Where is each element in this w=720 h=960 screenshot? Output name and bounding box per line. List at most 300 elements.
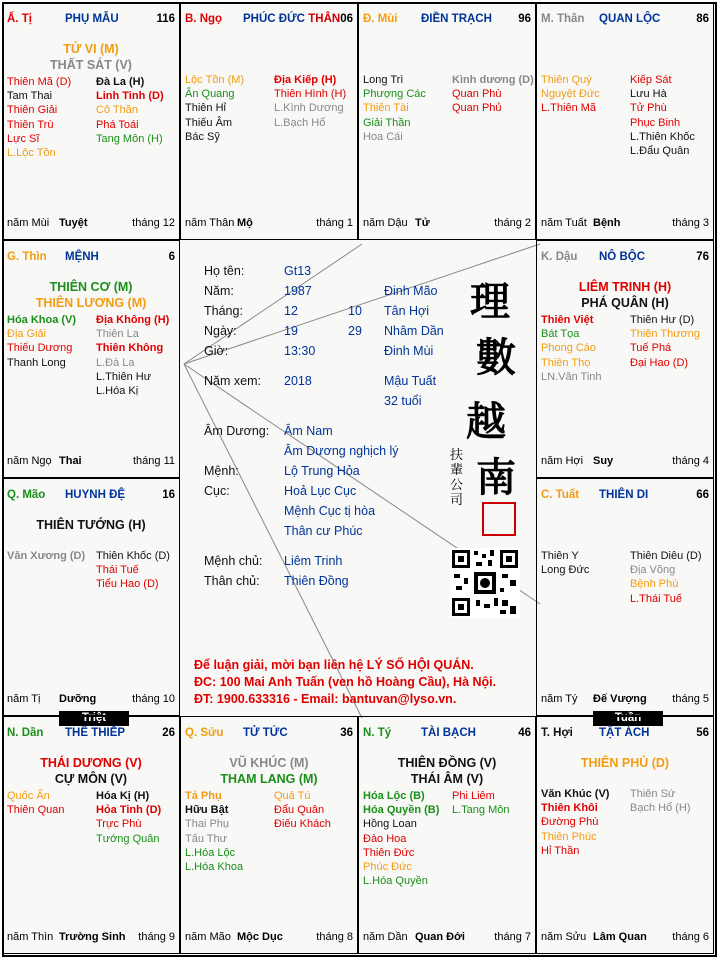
palace-name: THÊ THIẾP [65,727,126,739]
major-star: PHÁ QUÂN (H) [581,296,669,310]
ngay-can: Nhâm Dần [384,324,444,338]
palace-footer [7,931,175,945]
minor-star: Hóa Lộc (B) [363,790,425,802]
palace-number-group [518,727,531,739]
palace-stage: Tuyệt [59,217,88,229]
major-star: THẤT SÁT (V) [50,58,132,72]
minor-star: Hóa Quyền (B) [363,804,440,817]
minor-star: Hoa Cái [363,130,403,143]
palace-stage: Tử [415,217,430,229]
palace-year: năm Mùi [7,217,50,229]
palace-number-group [169,251,175,263]
palace-header [363,727,531,743]
minor-star: L.Bạch Hổ [274,116,326,129]
palace-name: TỬ TỨC [243,727,288,739]
palace-dau [536,240,714,478]
palace-header [7,489,175,505]
minor-star: Long Trì [363,74,404,86]
major-stars [359,755,535,787]
palace-month: tháng 2 [494,217,531,229]
palace-name: PHÚC ĐỨC [243,13,305,25]
major-star: THAM LANG (M) [220,772,318,786]
ngay-am: 29 [348,324,362,338]
palace-name: NÔ BỘC [599,251,645,263]
minor-star: Văn Khúc (V) [541,788,610,800]
minor-star: Lưu Hà [630,88,667,101]
palace-branch: G. Thìn [7,251,47,263]
minor-star: L.Thái Tuế [630,592,682,605]
minor-star: Thiên Thương [630,328,701,341]
palace-month: tháng 5 [672,693,709,705]
tuoi: 32 tuổi [384,394,422,408]
palace-footer [363,931,531,945]
nam: 1987 [284,284,312,298]
palace-stage: Bệnh [593,217,621,229]
palace-month: tháng 4 [672,455,709,467]
minor-stars-right [630,549,702,606]
palace-footer [541,455,709,469]
minor-star: Đường Phù [541,816,599,829]
minor-star: Thiên Khôi [541,802,598,815]
palace-footer [185,931,353,945]
palace-number-group [518,13,531,25]
palace-number-group [696,727,709,739]
minor-star: Tam Thai [7,90,53,103]
minor-star: L.Hóa Quyền [363,875,428,888]
minor-star: Thiên La [96,328,139,341]
minor-stars-right [96,549,170,592]
minor-star: Thiên Khốc (D) [96,550,170,562]
gio-label: Giờ: [204,344,229,358]
palace-footer [541,217,709,231]
minor-stars-right [630,313,700,370]
minor-star: Tấu Thư [185,832,228,845]
minor-star: Thiên Mã (D) [7,76,72,88]
palace-tuat [536,478,714,716]
minor-star: Hóa Khoa (V) [7,314,77,326]
minor-star: Kiếp Sát [630,74,672,86]
qr-code-icon [450,548,520,618]
minor-star: Thiếu Âm [185,116,233,129]
major-star: THIÊN PHỦ (D) [580,756,670,770]
major-star: THÁI ÂM (V) [410,772,484,786]
major-star: VŨ KHÚC (M) [229,756,309,770]
calligraphy-char-2: 數 [476,334,516,381]
palace-number: 96 [518,13,531,25]
than-chu: Thiên Đồng [284,574,349,588]
palace-branch: B. Ngọ [185,13,223,25]
palace-month: tháng 3 [672,217,709,229]
palace-name: TÀI BẠCH [421,727,476,739]
major-stars [3,279,179,311]
ho-ten: Gt13 [284,264,312,278]
palace-footer [363,217,531,231]
palace-month: tháng 7 [494,931,531,943]
palace-number: 116 [156,13,175,25]
cuc-2: Mệnh Cục tị hòa [284,504,376,518]
palace-branch: C. Tuất [541,489,580,501]
minor-star: Bạch Hổ (H) [630,802,691,815]
palace-number: 56 [696,727,709,739]
minor-star: Thiên Hình (H) [274,88,347,101]
palace-stage: Mộ [237,217,253,229]
tuan-tag: Tuần [593,711,663,726]
palace-ty [2,2,180,240]
palace-ti [358,716,536,954]
palace-stage: Mộc Dục [237,931,283,943]
minor-star: Tử Phù [630,102,667,115]
palace-stage: Suy [593,455,614,467]
palace-year: năm Tị [7,693,41,705]
minor-star: L.Tang Môn [452,804,510,817]
minor-star: Thiên Việt [541,314,594,326]
minor-star: Bát Tọa [541,328,580,341]
major-stars [181,755,357,787]
minor-star: Phục Binh [630,116,681,129]
calligraphy-char-1: 理 [470,278,510,325]
contact-phone-email: ĐT: 1900.633316 - Email: bantuvan@lyso.vn. [194,692,457,706]
minor-star: Thiên Sứ [630,788,676,800]
palace-footer [7,693,175,707]
palace-number-group [162,489,175,501]
minor-stars-left [185,73,244,144]
palace-header [541,251,709,267]
palace-number-group [340,727,353,739]
minor-star: L.Thiên Mã [541,102,597,115]
minor-star: Thiếu Dương [7,342,73,355]
palace-month: tháng 1 [316,217,353,229]
minor-star: Đại Hao (D) [630,356,689,369]
menh: Lộ Trung Hỏa [284,464,360,478]
palace-stage: Dưỡng [59,693,97,705]
minor-star: Đào Hoa [363,832,407,845]
minor-star: Thiên Quan [7,804,65,817]
minor-stars-right [452,73,534,116]
palace-header [185,13,353,29]
palace-footer [7,217,175,231]
minor-stars-right [274,789,331,832]
palace-year: năm Sửu [541,931,587,943]
minor-star: L.Đà La [96,356,135,369]
minor-star: Phá Toái [96,118,139,131]
contact-line-1: Để luận giải, mời bạn liên hệ LÝ SỐ HỘI QUÁN. [194,658,474,672]
red-seal-icon [482,502,516,536]
minor-star: Hỉ Thần [541,844,580,857]
minor-stars-left [541,313,602,384]
minor-star: Phi Liêm [452,790,495,802]
major-stars [3,517,179,533]
minor-star: L.Lộc Tồn [7,147,56,160]
palace-branch: Q. Mão [7,489,46,501]
palace-month: tháng 11 [132,455,175,467]
minor-star: Lộc Tồn (M) [185,74,245,86]
palace-month: tháng 12 [132,217,175,229]
palace-year: năm Dần [363,931,408,943]
menh-label: Mệnh: [204,464,239,478]
am-duong-label: Âm Dương: [204,424,270,438]
palace-header [185,727,353,743]
palace-name: HUYNH ĐỆ [65,489,126,501]
minor-star: Thiên Hỉ [185,102,226,115]
palace-footer [185,217,353,231]
palace-number-group [156,13,175,25]
minor-star: Tang Môn (H) [96,132,163,145]
minor-star: Trực Phù [96,818,142,831]
minor-star: Long Đức [541,564,590,577]
palace-number: 26 [162,727,175,739]
palace-number-group [308,13,353,25]
palace-number: 76 [696,251,709,263]
major-star: TỬ VI (M) [63,42,119,56]
palace-year: năm Tuất [541,217,587,229]
minor-star: Đẩu Quân [274,804,325,817]
minor-star: Hỏa Tinh (D) [96,804,162,817]
minor-star: Quan Phù [452,88,502,101]
minor-stars-right [630,787,691,815]
thang-can: Tân Hợi [384,304,430,318]
minor-star: Phong Cáo [541,342,597,355]
minor-star: Địa Không (H) [96,314,170,326]
contact-address: ĐC: 100 Mai Anh Tuấn (ven hồ Hoàng Cầu), Hà Nội. [194,675,497,689]
palace-number-group [696,13,709,25]
minor-star: Địa Võng [630,564,676,577]
calligraphy-char-4: 南 [476,454,516,501]
palace-year: năm Ngọ [7,455,52,467]
side-char: 公 [450,478,464,493]
nam-xem: 2018 [284,374,312,388]
palace-year: năm Thìn [7,931,54,943]
minor-star: Văn Xương (D) [7,550,86,562]
minor-star: Thiên Y [541,550,579,562]
than-marker: THÂN [308,13,341,25]
palace-header [541,13,709,29]
calligraphy-char-3: 越 [466,398,506,445]
minor-stars-left [541,787,609,858]
palace-thin [2,240,180,478]
minor-star: Điếu Khách [274,818,331,831]
palace-dan [2,716,180,954]
palace-branch: N. Dần [7,727,44,739]
major-star: THIÊN LƯƠNG (M) [35,296,147,310]
minor-star: Thiên Không [96,342,164,355]
palace-stage: Đế Vượng [593,693,647,705]
minor-star: Thiên Giải [7,104,58,117]
major-star: CỰ MÔN (V) [54,772,128,786]
palace-branch: T. Hợi [541,727,573,739]
major-star: THIÊN ĐỒNG (V) [397,756,497,770]
palace-year: năm Tý [541,693,578,705]
nam-label: Năm: [204,284,234,298]
palace-number: 86 [696,13,709,25]
side-char: 司 [450,493,464,508]
palace-year: năm Thân [185,217,235,229]
am-duong: Âm Nam [284,424,333,438]
minor-star: Thanh Long [7,356,66,369]
than-chu-label: Thân chủ: [204,574,260,588]
palace-mao [2,478,180,716]
triet-tag: Triệt [59,711,129,726]
palace-header [541,489,709,505]
palace-suu [180,716,358,954]
palace-number: 66 [696,489,709,501]
minor-stars-right [96,789,161,846]
palace-stage: Thai [59,455,82,467]
minor-stars-left [7,75,71,160]
minor-star: L.Kình Dương [274,102,344,115]
palace-ngo [180,2,358,240]
minor-star: Thai Phụ [185,818,230,831]
palace-year: năm Dậu [363,217,408,229]
ngay: 19 [284,324,298,338]
palace-number: 36 [340,727,353,739]
palace-year: năm Mão [185,931,231,943]
palace-hoi [536,716,714,954]
thang-label: Tháng: [204,304,243,318]
nam-xem-can: Mậu Tuất [384,374,437,388]
minor-star: Thiên Hư (D) [630,314,695,326]
side-char: 輩 [450,463,464,478]
palace-footer [7,455,175,469]
minor-stars-right [96,313,169,398]
minor-star: Hóa Kị (H) [96,790,150,802]
palace-branch: M. Thân [541,13,585,25]
palace-mui [358,2,536,240]
palace-branch: N. Tý [363,727,392,739]
palace-month: tháng 8 [316,931,353,943]
palace-number-group [696,251,709,263]
minor-star: Tuế Phá [630,342,672,355]
minor-star: Đà La (H) [96,76,145,88]
minor-star: Địa Kiếp (H) [274,74,337,86]
palace-year: năm Hợi [541,455,584,467]
palace-number: 46 [518,727,531,739]
ho-ten-label: Họ tên: [204,264,245,278]
palace-name: THIÊN DI [599,489,649,501]
major-stars [537,279,713,311]
minor-star: Bệnh Phù [630,578,679,591]
palace-footer [541,931,709,945]
palace-month: tháng 6 [672,931,709,943]
minor-star: Quốc Ấn [7,790,50,802]
minor-stars-left [7,789,64,817]
minor-star: L.Thiên Khốc [630,130,695,143]
minor-star: Quan Phủ [452,102,502,115]
minor-star: Quả Tú [274,790,311,802]
minor-star: Thiên Quý [541,74,592,86]
minor-star: Nguyệt Đức [541,88,600,101]
major-stars [537,755,713,771]
minor-star: Địa Giải [7,328,47,341]
palace-branch: K. Dậu [541,251,578,263]
palace-header [7,251,175,267]
minor-star: LN.Văn Tinh [541,370,602,383]
palace-month: tháng 10 [132,693,175,705]
thang: 12 [284,304,298,318]
nam-can: Đinh Mão [384,284,438,298]
minor-star: L.Hóa Kị [96,385,139,398]
cuc-3: Thân cư Phúc [284,524,363,538]
major-stars [3,41,179,73]
palace-branch: Ấ. Tị [7,13,32,25]
palace-number: 16 [162,489,175,501]
minor-star: L.Thiên Hư [96,370,152,383]
minor-star: Thiên Tài [363,102,409,115]
minor-star: Tiểu Hao (D) [96,578,159,591]
menh-chu: Liêm Trinh [284,554,343,568]
palace-name: QUAN LỘC [599,13,661,25]
minor-star: Phượng Các [363,88,426,101]
side-text [450,448,464,508]
palace-name: TẬT ÁCH [599,727,650,739]
minor-star: Linh Tinh (D) [96,90,164,103]
palace-name: PHỤ MẪU [65,13,119,25]
palace-number-group [162,727,175,739]
minor-star: Lực Sĩ [7,132,40,145]
palace-number-group [696,489,709,501]
minor-stars-left [7,313,76,370]
palace-number: 6 [168,251,175,263]
major-star: THIÊN TƯỚNG (H) [36,518,146,532]
palace-footer [541,693,709,707]
palace-stage: Lâm Quan [593,931,647,943]
palace-header [541,727,709,743]
minor-star: L.Hóa Lộc [185,846,236,859]
thang-am: 10 [348,304,362,318]
palace-month: tháng 9 [138,931,175,943]
palace-header [363,13,531,29]
minor-stars-left [363,73,426,144]
palace-branch: Q. Sửu [185,727,224,739]
minor-star: Hữu Bật [185,804,229,817]
minor-star: Thiên Phúc [541,830,597,843]
major-star: LIÊM TRINH (H) [578,280,672,294]
palace-number: 06 [340,13,353,25]
gio-can: Đinh Mùi [384,344,434,358]
palace-stage: Quan Đới [415,931,465,943]
palace-header [7,13,175,29]
minor-stars-right [96,75,164,146]
minor-stars-left [7,549,85,563]
palace-name: MỆNH [65,251,99,263]
side-char: 扶 [450,448,464,463]
minor-star: Hồng Loan [363,818,417,831]
palace-branch: Đ. Mùi [363,13,398,25]
minor-stars-right [630,73,695,158]
minor-star: Ân Quang [185,88,235,101]
major-stars [3,755,179,787]
minor-stars-right [274,73,346,130]
palace-stage: Trường Sinh [59,931,126,943]
minor-star: Thái Tuế [96,564,139,577]
minor-star: Thiên Đức [363,846,415,859]
minor-stars-left [541,73,600,116]
minor-star: Cô Thần [96,104,138,117]
nam-xem-label: Năm xem: [204,374,261,388]
palace-header [7,727,175,743]
ngay-label: Ngày: [204,324,237,338]
minor-star: Thiên Diêu (D) [630,550,702,562]
minor-star: L.Đẩu Quân [630,145,690,158]
minor-star: Phúc Đức [363,861,412,874]
minor-stars-left [363,789,439,888]
am-duong-2: Âm Dương nghịch lý [284,444,399,458]
minor-stars-left [185,789,243,874]
minor-star: Giải Thần [363,116,411,129]
menh-chu-label: Mệnh chủ: [204,554,263,568]
cuc: Hoả Lục Cục [284,484,357,498]
minor-stars-right [452,789,509,817]
center-info [180,240,536,716]
